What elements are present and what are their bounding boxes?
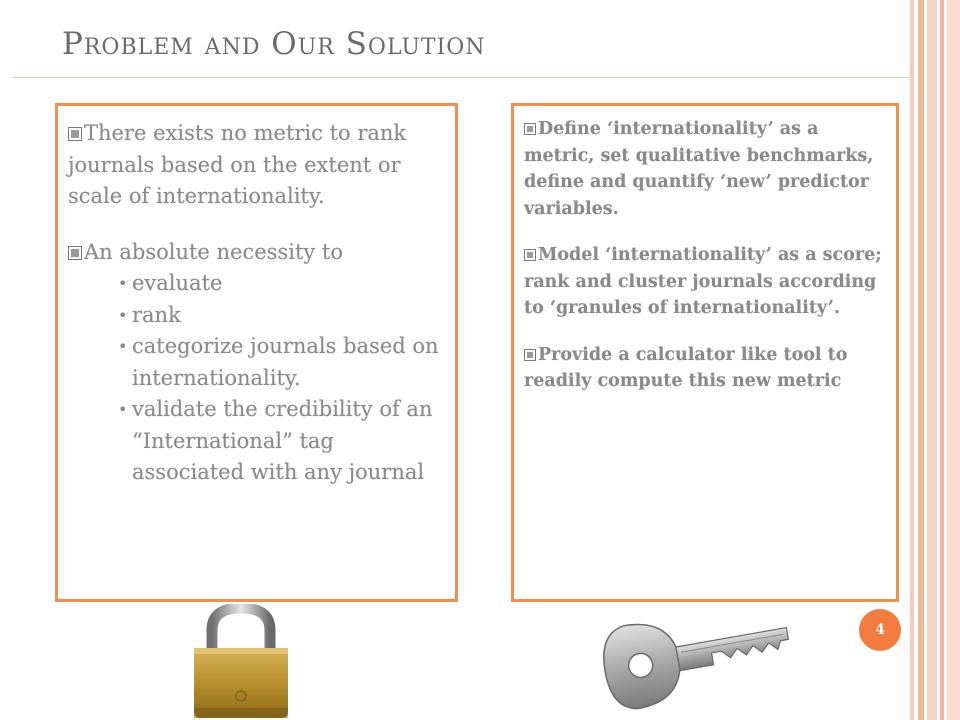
problem-box <box>55 103 458 602</box>
solution-item-1: Define ‘internationality’ as a metric, set qualitative benchmarks, define and quantify ‘new’ predictor variables. <box>524 119 874 219</box>
solution-item-3: Provide a calculator like tool to readily compute this new metric <box>524 344 848 391</box>
slide-title: Problem and Our Solution <box>62 26 486 62</box>
list-item: • categorize journals based on internationality. <box>118 331 445 394</box>
bullet-dot-icon: • <box>118 274 128 293</box>
checkbox-bullet-icon <box>524 349 536 361</box>
padlock-icon <box>186 604 296 720</box>
checkbox-bullet-icon <box>68 127 82 141</box>
bullet-dot-icon: • <box>118 400 128 419</box>
bullet-dot-icon: • <box>118 337 128 356</box>
solution-box <box>511 103 899 602</box>
list-item: • rank <box>118 300 445 332</box>
checkbox-bullet-icon <box>524 249 536 261</box>
list-item: • validate the credibility of an “International” tag associated with any journal <box>118 394 445 489</box>
title-divider <box>12 77 912 78</box>
decorative-stripes <box>910 0 960 720</box>
solution-item-2: Model ‘internationality’ as a score; rank and cluster journals according to ‘granules of internationality’. <box>524 245 882 318</box>
problem-paragraph-1: There exists no metric to rank journals based on the extent or scale of internationality. <box>68 121 407 208</box>
list-item: • evaluate <box>118 268 445 300</box>
checkbox-bullet-icon <box>68 246 82 260</box>
key-icon <box>600 610 800 714</box>
necessity-list <box>118 268 445 489</box>
checkbox-bullet-icon <box>524 123 536 135</box>
bullet-dot-icon: • <box>118 305 128 325</box>
page-number-badge: 4 <box>859 609 901 651</box>
problem-paragraph-2: An absolute necessity to <box>68 237 445 269</box>
